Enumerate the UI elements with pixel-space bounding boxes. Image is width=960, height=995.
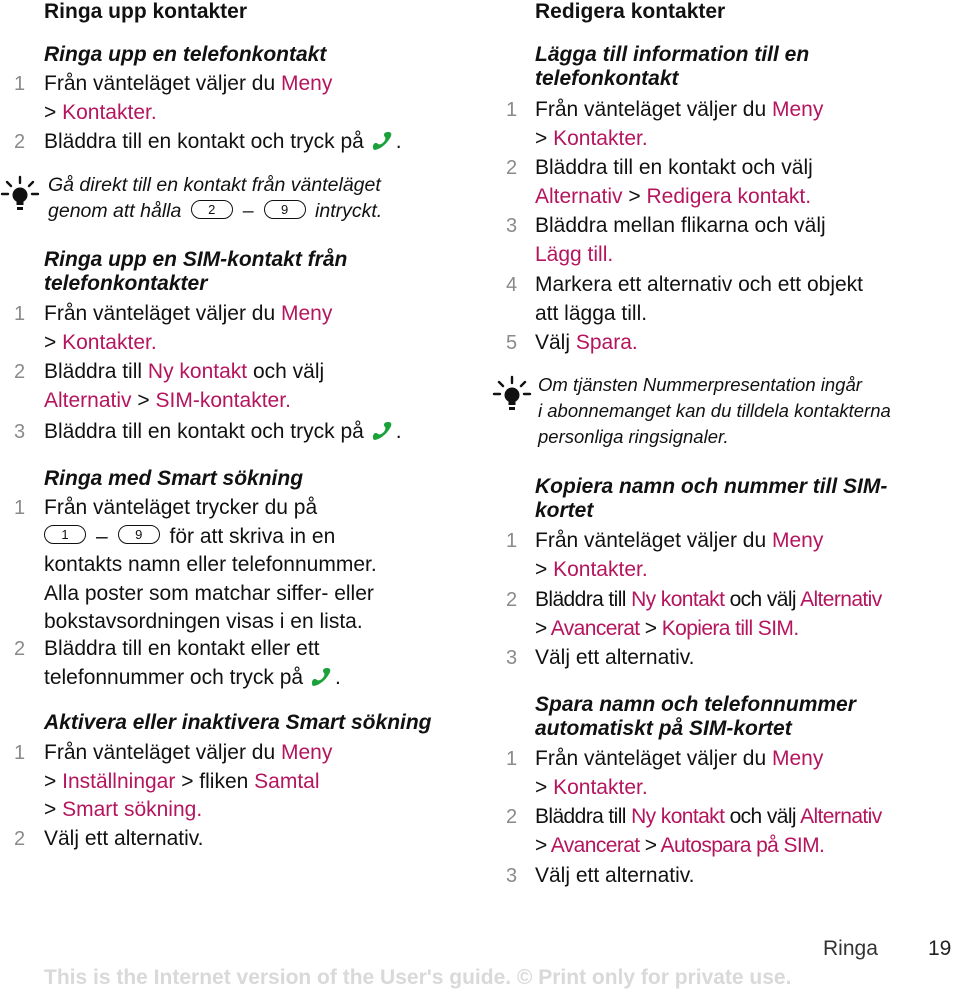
step-text: Markera ett alternativ och ett objekt att lägga till. bbox=[535, 273, 863, 325]
step-text: Bläddra till en kontakt eller ett telefonnummer och tryck på . bbox=[44, 637, 341, 689]
link-ny-kontakt[interactable]: Ny kontakt bbox=[631, 588, 725, 611]
tip-text: Om tjänsten Nummerpresentation ingår i abonnemanget kan du tilldela kontakterna personliga ringsignaler. bbox=[538, 374, 891, 447]
link-kontakter[interactable]: Kontakter bbox=[553, 557, 642, 581]
step-1 bbox=[506, 96, 958, 156]
link-sim-kontakter[interactable]: SIM-kontakter bbox=[155, 388, 286, 412]
link-alternativ[interactable]: Alternativ bbox=[800, 588, 882, 611]
link-kontakter[interactable]: Kontakter bbox=[62, 330, 151, 354]
call-key-icon bbox=[309, 665, 335, 687]
step-number: 3 bbox=[506, 215, 518, 237]
step-number: 2 bbox=[506, 157, 518, 179]
key-2-icon: 2 bbox=[191, 200, 233, 219]
link-kopiera-till-sim[interactable]: Kopiera till SIM bbox=[661, 616, 794, 640]
step-2 bbox=[506, 803, 960, 863]
link-installningar[interactable]: Inställningar bbox=[62, 769, 176, 793]
step-1 bbox=[506, 527, 958, 587]
step-number: 2 bbox=[506, 589, 517, 611]
step-text: Bläddra mellan flikarna och välj Lägg till. bbox=[535, 214, 826, 266]
key-1-icon: 1 bbox=[44, 525, 86, 544]
link-alternativ[interactable]: Alternativ bbox=[800, 805, 882, 828]
step-2 bbox=[506, 154, 958, 214]
link-avancerat[interactable]: Avancerat bbox=[550, 616, 640, 640]
link-kontakter[interactable]: Kontakter bbox=[553, 775, 642, 799]
step-text: Från vänteläget väljer du Meny > Kontakter. bbox=[44, 302, 333, 354]
step-number: 1 bbox=[14, 497, 26, 519]
tip-text: Gå direkt till en kontakt från vänteläget genom att hålla 2 – 9 intryckt. bbox=[48, 174, 383, 222]
step-number: 1 bbox=[506, 748, 518, 770]
step-number: 1 bbox=[506, 99, 518, 121]
step-number: 1 bbox=[14, 73, 26, 95]
step-text: Bläddra till Ny kontakt och välj Alternativ > Avancerat > Autospara på SIM. bbox=[535, 805, 882, 857]
step-text: Välj ett alternativ. bbox=[535, 864, 695, 887]
step-number: 5 bbox=[506, 332, 518, 354]
step-text: Bläddra till en kontakt och tryck på . bbox=[44, 130, 402, 153]
link-meny[interactable]: Meny bbox=[280, 72, 333, 95]
link-lagg-till[interactable]: Lägg till bbox=[535, 242, 608, 266]
link-meny[interactable]: Meny bbox=[771, 747, 824, 770]
step-number: 2 bbox=[14, 828, 26, 850]
step-1 bbox=[0, 494, 480, 639]
link-meny[interactable]: Meny bbox=[280, 302, 333, 325]
link-kontakter[interactable]: Kontakter bbox=[553, 126, 642, 150]
section-heading-redigera-kontakter: Redigera kontakter bbox=[535, 0, 726, 23]
link-ny-kontakt[interactable]: Ny kontakt bbox=[631, 805, 725, 828]
call-key-icon bbox=[370, 419, 396, 441]
key-9-icon: 9 bbox=[118, 525, 160, 544]
link-meny[interactable]: Meny bbox=[771, 98, 824, 121]
tip-lightbulb-icon bbox=[492, 374, 532, 414]
subheading-ringa-med-smart-sokning: Ringa med Smart sökning bbox=[44, 467, 304, 490]
subheading-lagga-till-information: Lägga till information till en telefonkontakt bbox=[535, 43, 810, 90]
step-text: Från vänteläget väljer du Meny > Kontakter. bbox=[44, 72, 333, 124]
step-number: 3 bbox=[14, 421, 26, 443]
step-3 bbox=[0, 418, 480, 448]
link-smart-sokning[interactable]: Smart sökning bbox=[62, 798, 197, 821]
step-3 bbox=[506, 862, 958, 892]
step-1 bbox=[0, 739, 480, 827]
step-number: 2 bbox=[506, 806, 517, 828]
subheading-spara-automatiskt-pa-sim: Spara namn och telefonnummer automatiskt på SIM-kortet bbox=[535, 693, 856, 740]
step-number: 3 bbox=[506, 647, 518, 669]
step-text: Välj ett alternativ. bbox=[44, 827, 204, 850]
section-heading-ringa-upp-kontakter: Ringa upp kontakter bbox=[44, 0, 248, 23]
step-number: 1 bbox=[14, 303, 26, 325]
link-samtal[interactable]: Samtal bbox=[254, 769, 320, 793]
step-3 bbox=[506, 212, 958, 272]
subheading-ringa-upp-telefonkontakt: Ringa upp en telefonkontakt bbox=[44, 43, 327, 66]
link-alternativ[interactable]: Alternativ bbox=[44, 388, 132, 412]
step-4 bbox=[506, 271, 958, 331]
link-meny[interactable]: Meny bbox=[771, 529, 824, 552]
step-number: 4 bbox=[506, 274, 518, 296]
step-text: Från vänteläget väljer du Meny > Kontakter. bbox=[535, 98, 824, 150]
step-number: 3 bbox=[506, 865, 518, 887]
footer-disclaimer: This is the Internet version of the User's guide. © Print only for private use. bbox=[44, 966, 792, 989]
tip-lightbulb-icon bbox=[0, 174, 40, 214]
link-ny-kontakt[interactable]: Ny kontakt bbox=[147, 360, 248, 383]
call-key-icon bbox=[370, 129, 396, 151]
footer-section-name: Ringa bbox=[823, 937, 878, 960]
step-text: Från vänteläget väljer du Meny > Kontakter. bbox=[535, 747, 824, 799]
step-number: 2 bbox=[14, 638, 26, 660]
step-text: Bläddra till Ny kontakt och välj Alternativ > SIM-kontakter. bbox=[44, 360, 325, 412]
step-1 bbox=[0, 300, 480, 360]
step-3 bbox=[506, 644, 958, 674]
step-5 bbox=[506, 329, 958, 359]
step-2 bbox=[0, 825, 480, 855]
subheading-ringa-upp-sim-kontakt: Ringa upp en SIM-kontakt från telefonkontakter bbox=[44, 248, 348, 295]
step-text: Bläddra till Ny kontakt och välj Alternativ > Avancerat > Kopiera till SIM. bbox=[535, 588, 882, 640]
link-spara[interactable]: Spara bbox=[575, 331, 632, 354]
subheading-kopiera-till-sim: Kopiera namn och nummer till SIM-kortet bbox=[535, 475, 888, 522]
step-text: Välj ett alternativ. bbox=[535, 646, 695, 669]
step-2 bbox=[0, 635, 480, 695]
step-2 bbox=[0, 128, 480, 158]
page-number: 19 bbox=[928, 937, 952, 960]
link-meny[interactable]: Meny bbox=[280, 741, 333, 764]
step-text: Från vänteläget väljer du Meny > Kontakter. bbox=[535, 529, 824, 581]
step-number: 1 bbox=[14, 742, 26, 764]
step-text: Från vänteläget trycker du på 1 – 9 för att skriva in en kontakts namn eller telefonnummer. Alla poster som matchar siffer- eller bokstavsordningen visas i en lista. bbox=[44, 496, 377, 633]
subheading-aktivera-smart-sokning: Aktivera eller inaktivera Smart sökning bbox=[44, 711, 432, 734]
link-autospara-pa-sim[interactable]: Autospara på SIM bbox=[660, 833, 820, 857]
step-text: Bläddra till en kontakt och välj Alternativ > Redigera kontakt. bbox=[535, 156, 813, 208]
link-alternativ[interactable]: Alternativ bbox=[535, 184, 623, 208]
link-avancerat[interactable]: Avancerat bbox=[550, 833, 640, 857]
step-1 bbox=[0, 70, 480, 130]
step-number: 2 bbox=[14, 131, 26, 153]
step-2 bbox=[0, 358, 480, 418]
step-2 bbox=[506, 586, 960, 646]
step-number: 1 bbox=[506, 530, 518, 552]
link-kontakter[interactable]: Kontakter bbox=[62, 100, 151, 124]
link-redigera-kontakt[interactable]: Redigera kontakt bbox=[646, 184, 806, 208]
step-text: Från vänteläget väljer du Meny > Inställningar > fliken Samtal > Smart sökning. bbox=[44, 741, 333, 821]
step-number: 2 bbox=[14, 361, 26, 383]
key-9-icon: 9 bbox=[264, 200, 306, 219]
step-1 bbox=[506, 745, 958, 805]
step-text: Bläddra till en kontakt och tryck på . bbox=[44, 420, 402, 443]
step-text: Välj Spara. bbox=[535, 331, 638, 354]
